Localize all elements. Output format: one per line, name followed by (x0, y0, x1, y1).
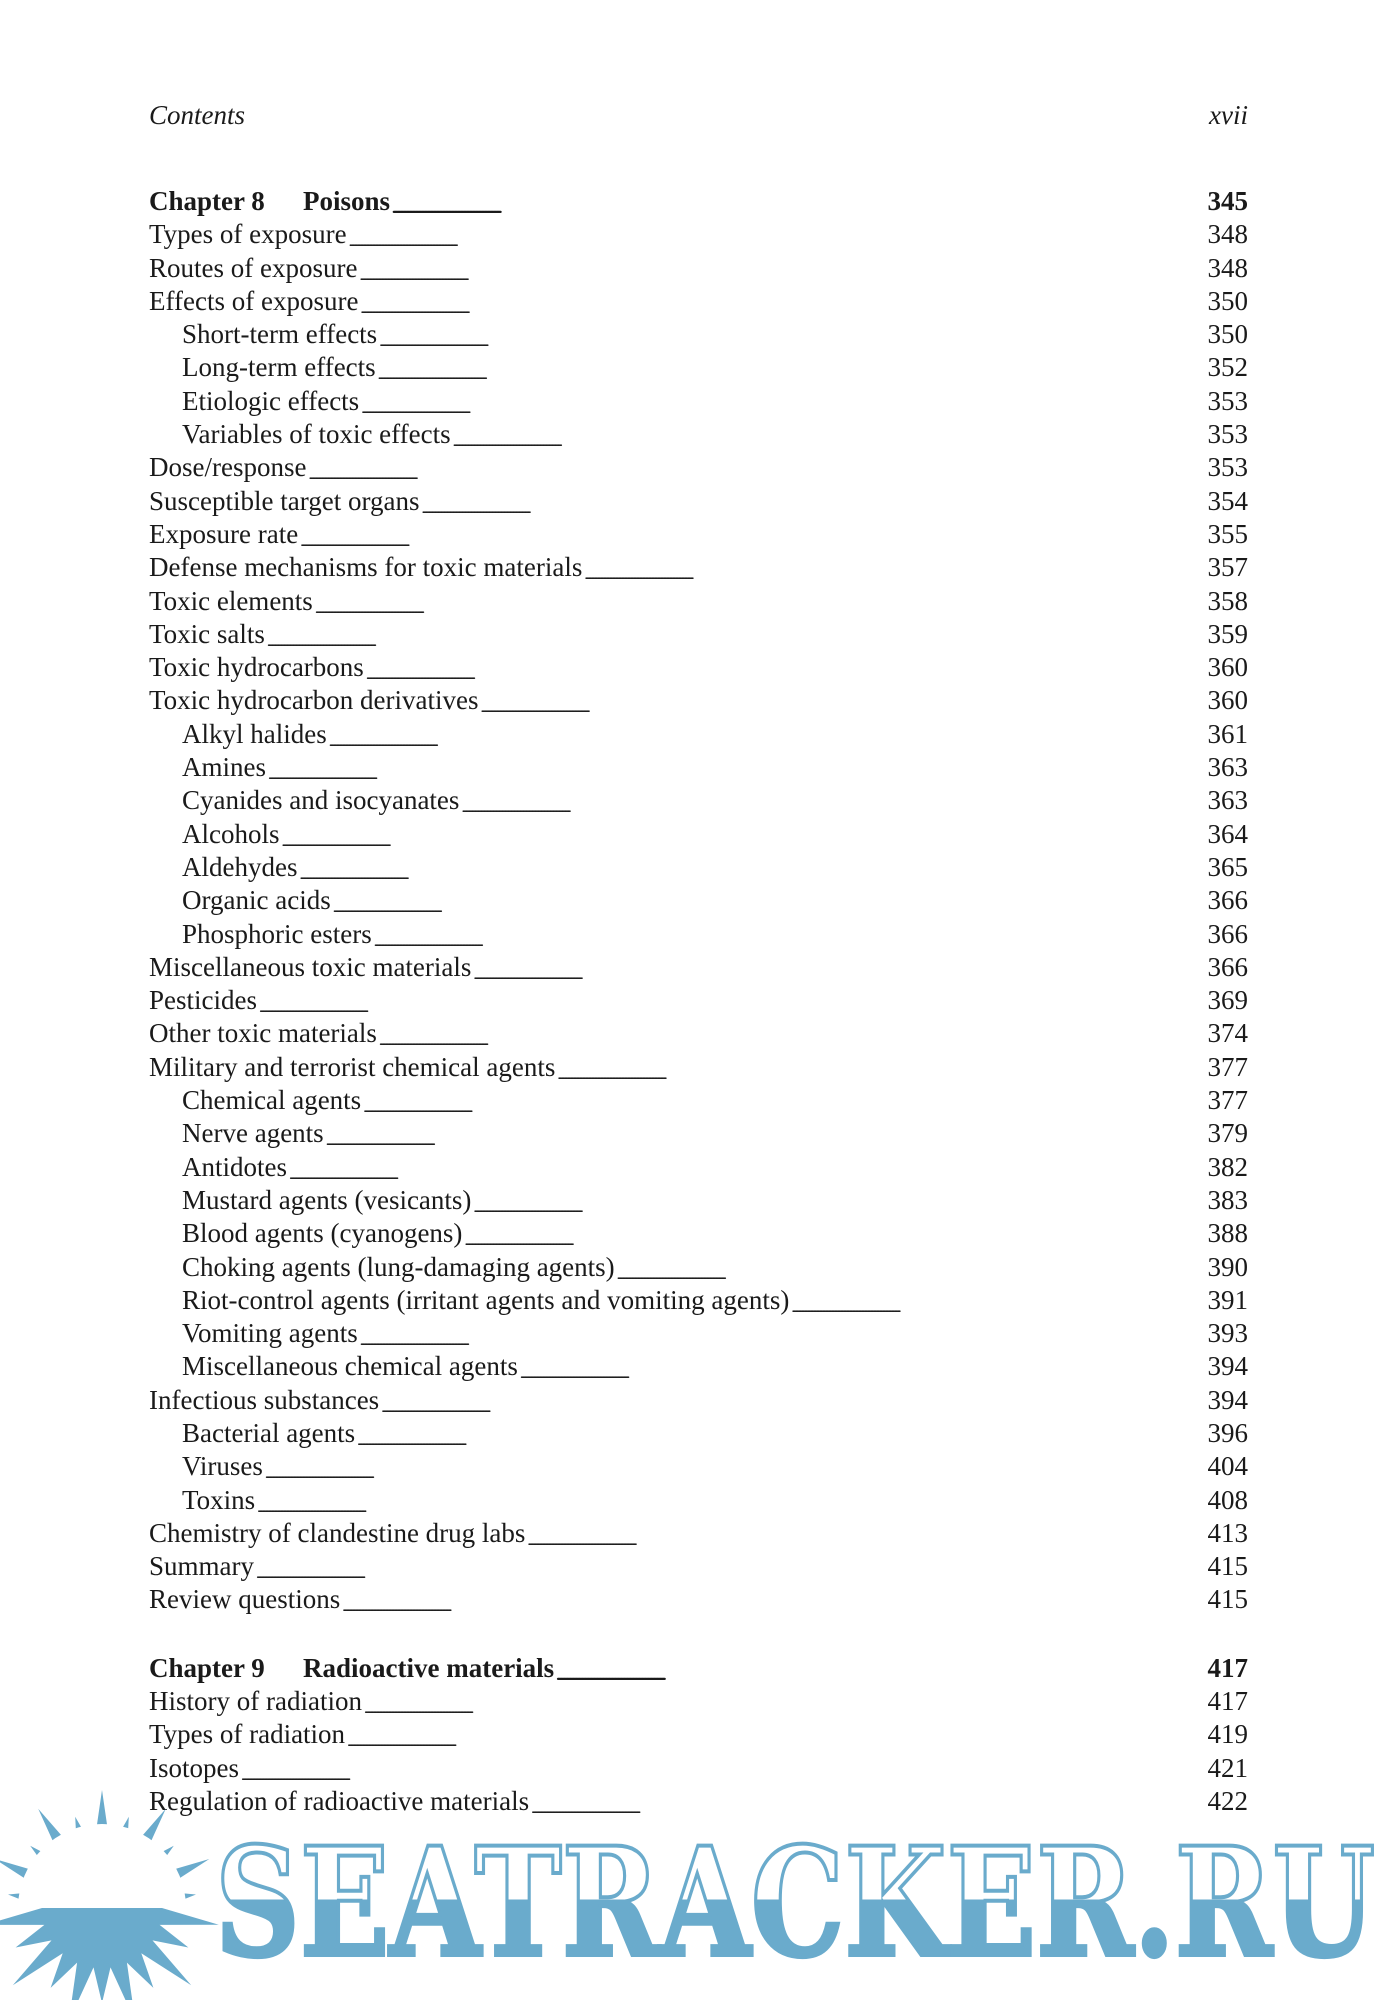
toc-subsection[interactable] (149, 1350, 1248, 1383)
dot-leader (361, 385, 1205, 418)
toc-subsection[interactable] (149, 351, 1248, 384)
dot-leader (520, 1350, 1206, 1383)
entry-page: 359 (1207, 618, 1248, 649)
toc-section[interactable] (149, 984, 1248, 1017)
dot-leader (289, 1151, 1206, 1184)
entry-page: 394 (1207, 1351, 1248, 1382)
toc-chapter-heading[interactable] (149, 185, 1248, 218)
dot-leader (584, 551, 1205, 584)
entry-page: 364 (1207, 818, 1248, 849)
dot-leader (527, 1517, 1205, 1550)
chapter-name: Radioactive materials (303, 1652, 555, 1683)
dot-leader (392, 185, 1205, 218)
entry-title: Toxic hydrocarbon derivatives (149, 685, 479, 716)
page-number: xvii (1209, 100, 1248, 130)
entry-title: Alkyl halides (182, 718, 327, 749)
dot-leader (282, 818, 1206, 851)
entry-title: Isotopes (149, 1752, 239, 1783)
entry-page: 394 (1207, 1384, 1248, 1415)
toc-subsection[interactable] (149, 718, 1248, 751)
chapter-page: 345 (1207, 186, 1248, 216)
dot-leader (359, 252, 1205, 285)
entry-page: 361 (1207, 718, 1248, 749)
entry-title: Bacterial agents (182, 1417, 356, 1448)
toc-subsection[interactable] (149, 1217, 1248, 1250)
entry-title: History of radiation (149, 1686, 362, 1717)
entry-title: Military and terrorist chemical agents (149, 1051, 556, 1082)
entry-title: Vomiting agents (182, 1318, 358, 1349)
entry-page: 374 (1207, 1018, 1248, 1049)
toc-subsection[interactable] (149, 1184, 1248, 1217)
toc-section[interactable] (149, 551, 1248, 584)
dot-leader (481, 684, 1206, 717)
entry-title: Types of radiation (149, 1719, 346, 1750)
entry-page: 366 (1207, 951, 1248, 982)
dot-leader (464, 1217, 1205, 1250)
toc-subsection[interactable] (149, 851, 1248, 884)
entry-title: Phosphoric esters (182, 918, 372, 949)
entry-title: Toxins (182, 1484, 256, 1515)
entry-title: Defense mechanisms for toxic materials (149, 552, 583, 583)
entry-title: Effects of exposure (149, 285, 359, 316)
dot-leader (333, 884, 1206, 917)
toc-subsection[interactable] (149, 784, 1248, 817)
toc-section[interactable] (149, 252, 1248, 285)
entry-page: 391 (1207, 1284, 1248, 1315)
toc-subsection[interactable] (149, 818, 1248, 851)
entry-title: Chemistry of clandestine drug labs (149, 1517, 526, 1548)
toc-subsection[interactable] (149, 1084, 1248, 1117)
entry-title: Nerve agents (182, 1118, 324, 1149)
entry-page: 377 (1207, 1085, 1248, 1116)
chapter-number: Chapter 8 (149, 186, 265, 216)
entry-title: Etiologic effects (182, 385, 360, 416)
entry-title: Summary (149, 1551, 254, 1582)
toc-subsection[interactable] (149, 918, 1248, 951)
entry-page: 415 (1207, 1551, 1248, 1582)
entry-page: 417 (1207, 1686, 1248, 1717)
dot-leader (256, 1550, 1206, 1583)
chapter-page: 417 (1207, 1652, 1248, 1683)
toc-subsection[interactable] (149, 751, 1248, 784)
watermark-text: SEATRACKER.RU (215, 1815, 1375, 1991)
entry-title: Toxic elements (149, 585, 313, 616)
entry-page: 379 (1207, 1118, 1248, 1149)
entry-title: Miscellaneous chemical agents (182, 1351, 518, 1382)
toc-section[interactable] (149, 1752, 1248, 1785)
toc-section[interactable] (149, 1583, 1248, 1616)
entry-page: 408 (1207, 1484, 1248, 1515)
entry-page: 358 (1207, 585, 1248, 616)
entry-page: 354 (1207, 485, 1248, 516)
entry-title: Riot-control agents (irritant agents and vomiting agents) (182, 1284, 790, 1315)
entry-title: Other toxic materials (149, 1018, 377, 1049)
entry-title: Aldehydes (182, 851, 298, 882)
toc-subsection[interactable] (149, 884, 1248, 917)
entry-title: Short-term effects (182, 319, 378, 350)
entry-title: Alcohols (182, 818, 280, 849)
entry-page: 360 (1207, 685, 1248, 716)
toc-section[interactable] (149, 451, 1248, 484)
dot-leader (326, 1117, 1206, 1150)
entry-title: Mustard agents (vesicants) (182, 1184, 472, 1215)
entry-page: 363 (1207, 785, 1248, 816)
dot-leader (453, 418, 1206, 451)
toc-subsection[interactable] (149, 418, 1248, 451)
table-of-contents (149, 185, 1248, 1818)
dot-leader (461, 784, 1205, 817)
entry-title: Susceptible target organs (149, 485, 420, 516)
chapter-number: Chapter 9 (149, 1652, 265, 1683)
entry-title: Miscellaneous toxic materials (149, 951, 472, 982)
dot-leader (300, 518, 1205, 551)
entry-title: Toxic hydrocarbons (149, 652, 364, 683)
dot-leader (349, 218, 1206, 251)
entry-page: 422 (1207, 1785, 1248, 1816)
entry-page: 360 (1207, 652, 1248, 683)
toc-section[interactable] (149, 651, 1248, 684)
dot-leader (241, 1752, 1206, 1785)
dot-leader (265, 1450, 1206, 1483)
dot-leader (366, 651, 1206, 684)
toc-subsection[interactable] (149, 1450, 1248, 1483)
entry-page: 353 (1207, 419, 1248, 450)
dot-leader (347, 1718, 1205, 1751)
watermark-logo (0, 1790, 1400, 2000)
toc-subsection[interactable] (149, 1117, 1248, 1150)
entry-page: 366 (1207, 918, 1248, 949)
toc-section[interactable] (149, 1517, 1248, 1550)
dot-leader (360, 285, 1205, 318)
entry-page: 421 (1207, 1752, 1248, 1783)
entry-page: 382 (1207, 1151, 1248, 1182)
dot-leader (617, 1251, 1206, 1284)
chapter-title (149, 1652, 556, 1685)
entry-title: Regulation of radioactive materials (149, 1785, 530, 1816)
entry-title: Pesticides (149, 985, 257, 1016)
dot-leader (268, 751, 1206, 784)
dot-leader (791, 1284, 1205, 1317)
entry-title: Chemical agents (182, 1085, 362, 1116)
entry-title: Routes of exposure (149, 252, 358, 283)
entry-page: 350 (1207, 319, 1248, 350)
toc-section[interactable] (149, 1685, 1248, 1718)
entry-page: 396 (1207, 1417, 1248, 1448)
chapter-gap (149, 1617, 1248, 1652)
entry-page: 388 (1207, 1218, 1248, 1249)
dot-leader (259, 984, 1206, 1017)
toc-subsection[interactable] (149, 1417, 1248, 1450)
toc-section[interactable] (149, 1384, 1248, 1417)
dot-leader (308, 451, 1205, 484)
dot-leader (379, 1017, 1206, 1050)
entry-title: Review questions (149, 1584, 341, 1615)
entry-page: 377 (1207, 1051, 1248, 1082)
dot-leader (556, 1652, 1205, 1685)
entry-title: Dose/response (149, 452, 307, 483)
entry-page: 366 (1207, 885, 1248, 916)
dot-leader (357, 1417, 1205, 1450)
entry-title: Toxic salts (149, 618, 265, 649)
toc-section[interactable] (149, 1051, 1248, 1084)
entry-page: 365 (1207, 851, 1248, 882)
chapter-title (149, 185, 392, 218)
toc-chapter-heading[interactable] (149, 1652, 1248, 1685)
dot-leader (360, 1317, 1206, 1350)
toc-section[interactable] (149, 485, 1248, 518)
entry-title: Organic acids (182, 885, 331, 916)
toc-subsection[interactable] (149, 1484, 1248, 1517)
toc-section[interactable] (149, 218, 1248, 251)
entry-title: Antidotes (182, 1151, 287, 1182)
entry-page: 393 (1207, 1318, 1248, 1349)
toc-subsection[interactable] (149, 318, 1248, 351)
entry-page: 390 (1207, 1251, 1248, 1282)
entry-page: 353 (1207, 452, 1248, 483)
dot-leader (267, 618, 1206, 651)
dot-leader (374, 918, 1206, 951)
entry-title: Infectious substances (149, 1384, 380, 1415)
toc-subsection[interactable] (149, 1284, 1248, 1317)
dot-leader (473, 951, 1205, 984)
toc-section[interactable] (149, 1017, 1248, 1050)
entry-title: Types of exposure (149, 219, 347, 250)
entry-title: Viruses (182, 1451, 263, 1482)
entry-page: 355 (1207, 518, 1248, 549)
entry-title: Cyanides and isocyanates (182, 785, 460, 816)
dot-leader (257, 1484, 1205, 1517)
toc-section[interactable] (149, 285, 1248, 318)
entry-page: 413 (1207, 1517, 1248, 1548)
dot-leader (329, 718, 1206, 751)
running-header-title: Contents (149, 100, 246, 130)
entry-title: Variables of toxic effects (182, 419, 451, 450)
entry-page: 357 (1207, 552, 1248, 583)
sun-icon (0, 1790, 219, 2000)
entry-page: 352 (1207, 352, 1248, 383)
entry-title: Choking agents (lung-damaging agents) (182, 1251, 615, 1282)
toc-section[interactable] (149, 585, 1248, 618)
dot-leader (342, 1583, 1205, 1616)
entry-page: 350 (1207, 285, 1248, 316)
entry-page: 383 (1207, 1184, 1248, 1215)
dot-leader (299, 851, 1205, 884)
entry-title: Exposure rate (149, 518, 299, 549)
dot-leader (363, 1084, 1205, 1117)
toc-section[interactable] (149, 684, 1248, 717)
toc-subsection[interactable] (149, 385, 1248, 418)
entry-page: 363 (1207, 752, 1248, 783)
entry-title: Blood agents (cyanogens) (182, 1218, 463, 1249)
dot-leader (364, 1685, 1206, 1718)
toc-section[interactable] (149, 518, 1248, 551)
entry-page: 348 (1207, 252, 1248, 283)
dot-leader (378, 351, 1206, 384)
entry-page: 419 (1207, 1719, 1248, 1750)
entry-title: Amines (182, 752, 266, 783)
entry-page: 353 (1207, 385, 1248, 416)
dot-leader (421, 485, 1205, 518)
dot-leader (473, 1184, 1205, 1217)
entry-title: Long-term effects (182, 352, 376, 383)
dot-leader (379, 318, 1205, 351)
dot-leader (557, 1051, 1205, 1084)
toc-section[interactable] (149, 951, 1248, 984)
toc-subsection[interactable] (149, 1317, 1248, 1350)
toc-subsection[interactable] (149, 1251, 1248, 1284)
entry-page: 415 (1207, 1584, 1248, 1615)
dot-leader (315, 585, 1206, 618)
toc-subsection[interactable] (149, 1151, 1248, 1184)
toc-section[interactable] (149, 618, 1248, 651)
entry-page: 348 (1207, 219, 1248, 250)
chapter-name: Poisons (303, 186, 391, 216)
dot-leader (381, 1384, 1205, 1417)
entry-page: 369 (1207, 985, 1248, 1016)
toc-section[interactable] (149, 1718, 1248, 1751)
entry-page: 404 (1207, 1451, 1248, 1482)
toc-section[interactable] (149, 1550, 1248, 1583)
